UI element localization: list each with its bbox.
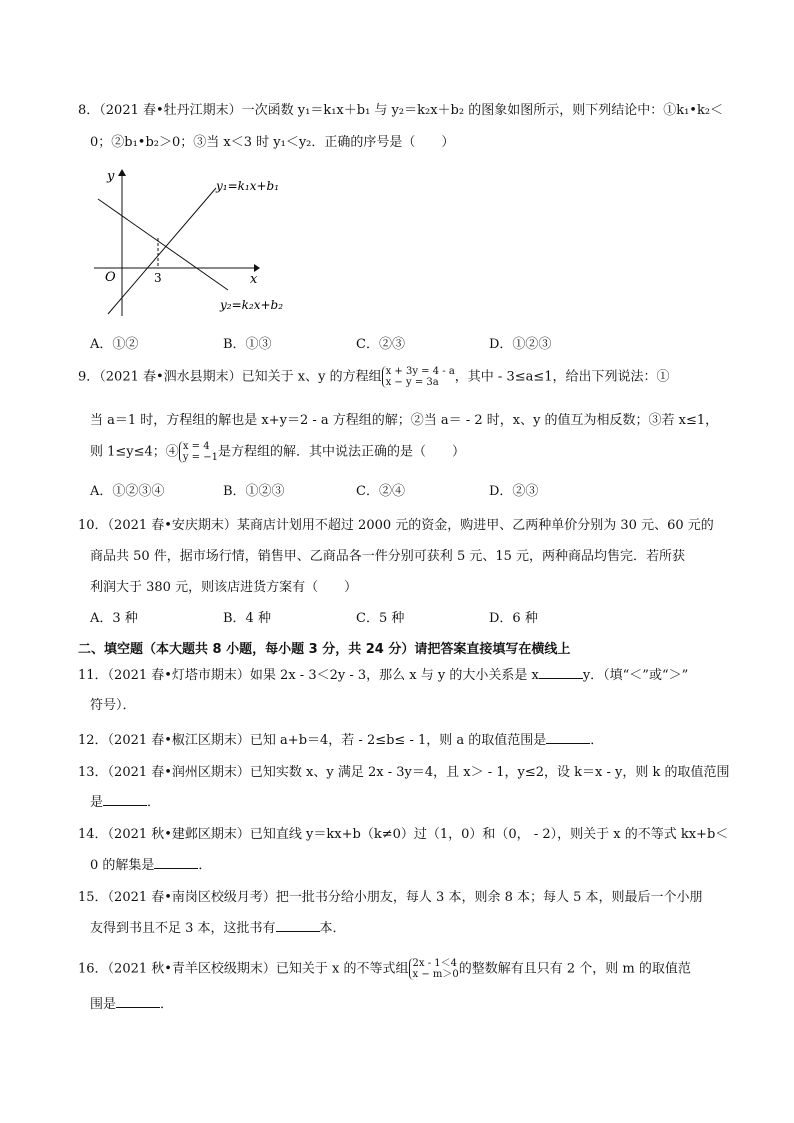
q10-line3: 利润大于 380 元，则该店进货方案有（ ） [90, 580, 358, 595]
q8-line2: 0；②b₁•b₂＞0；③当 x＜3 时 y₁＜y₂．正确的序号是（ ） [90, 135, 455, 150]
q9-line3: 则 1≤y≤4；④ x = 4 y = −1 是方程组的解．其中说法正确的是（ ） [90, 441, 465, 463]
q13-line1: 13．（2021 春•润州区期末）已知实数 x、y 满足 2x - 3y＝4，且 x＞ - 1，y≤2，设 k＝x - y，则 k 的取值范围 [78, 765, 730, 780]
label-y: y [107, 169, 115, 184]
q14-line1: 14．（2021 秋•建邺区期末）已知直线 y＝kx+b（k≠0）过（1，0）和（0， - 2），则关于 x 的不等式 kx+b＜ [78, 827, 729, 842]
line-y1 [108, 188, 216, 314]
q8-line1: 8．（2021 春•牡丹江期末）一次函数 y₁＝k₁x＋b₁ 与 y₂＝k₂x＋b₂ 的图象如图所示，则下列结论中：①k₁•k₂＜ [78, 103, 724, 118]
label-origin: O [105, 270, 116, 285]
q16-inequality-system: 2x - 1＜4 x − m＞0 [409, 958, 459, 980]
q13-answer-blank[interactable] [103, 793, 147, 806]
q16-line2: 围是 ． [90, 997, 174, 1012]
q11-line2: 符号）． [90, 698, 136, 713]
q13-line2: 是 ． [90, 795, 161, 810]
q14-answer-blank[interactable] [154, 856, 198, 869]
q10-option-d: D．6 种 [489, 611, 538, 626]
q8-option-a: A．①② [90, 337, 139, 352]
q9-line1: 9．（2021 春•泗水县期末）已知关于 x、y 的方程组 x + 3y = 4 - a x − y = 3a ，其中 - 3≤a≤1，给出下列说法：① [78, 366, 670, 388]
q10-line1: 10．（2021 春•安庆期末）某商店计划用不超过 2000 元的资金，购进甲、乙两种单价分别为 30 元、60 元的 [78, 518, 714, 533]
q15-line2: 友得到书且不足 3 本，这批书有 本． [90, 921, 346, 936]
q12-line: 12．（2021 春•椒江区期末）已知 a+b＝4，若 - 2≤b≤ - 1，则 a 的取值范围是 ． [78, 733, 604, 748]
q10-line2: 商品共 50 件，据市场行情，销售甲、乙商品各一件分别可获利 5 元、15 元，两种商品均售完．若所获 [90, 549, 686, 564]
q14-line2: 0 的解集是 ． [90, 858, 212, 873]
y-axis-arrow [118, 169, 126, 176]
q8-option-b: B．①③ [223, 337, 272, 352]
q10-option-c: C．5 种 [356, 611, 405, 626]
section-2-heading: 二、填空题（本大题共 8 小题，每小题 3 分，共 24 分）请把答案直接填写在横线上 [78, 642, 571, 657]
q10-option-b: B．4 种 [223, 611, 271, 626]
label-x: x [250, 272, 258, 287]
q11-answer-blank[interactable] [539, 666, 583, 679]
q15-line1: 15．（2021 春•南岗区校级月考）把一批书分给小朋友，每人 3 本，则余 8 本；每人 5 本，则最后一个小朋 [78, 890, 703, 905]
q16-line1: 16．（2021 秋•青羊区校级期末）已知关于 x 的不等式组 2x - 1＜4 x − m＞0 的整数解有且只有 2 个，则 m 的取值范 [78, 958, 691, 980]
x-axis-arrow [254, 264, 260, 272]
q9-option-d: D．②③ [489, 484, 539, 499]
q9-line2: 当 a＝1 时，方程组的解也是 x+y＝2 - a 方程组的解；②当 a＝ - 2 时，x、y 的值互为相反数；③若 x≤1， [90, 413, 719, 428]
q8-graph [88, 166, 288, 326]
q9-equation-system: x + 3y = 4 - a x − y = 3a [382, 366, 455, 388]
q8-option-d: D．①②③ [489, 337, 552, 352]
label-line-y2: y₂=k₂x+b₂ [220, 298, 284, 312]
label-3: 3 [154, 271, 162, 285]
q15-answer-blank[interactable] [276, 919, 320, 932]
q8-option-c: C．②③ [356, 337, 405, 352]
q9-option-c: C．②④ [356, 484, 405, 499]
q9-solution-system: x = 4 y = −1 [179, 441, 218, 463]
q16-answer-blank[interactable] [116, 995, 160, 1008]
q11-line1: 11．（2021 春•灯塔市期末）如果 2x - 3＜2y - 3，那么 x 与 y 的大小关系是 x y．（填“＜”或“＞” [78, 668, 689, 683]
q9-option-a: A．①②③④ [90, 484, 165, 499]
label-line-y1: y₁=k₁x+b₁ [216, 179, 280, 193]
q12-answer-blank[interactable] [546, 731, 590, 744]
q10-option-a: A．3 种 [90, 611, 138, 626]
line-y2 [98, 199, 228, 290]
q9-option-b: B．①②③ [223, 484, 285, 499]
